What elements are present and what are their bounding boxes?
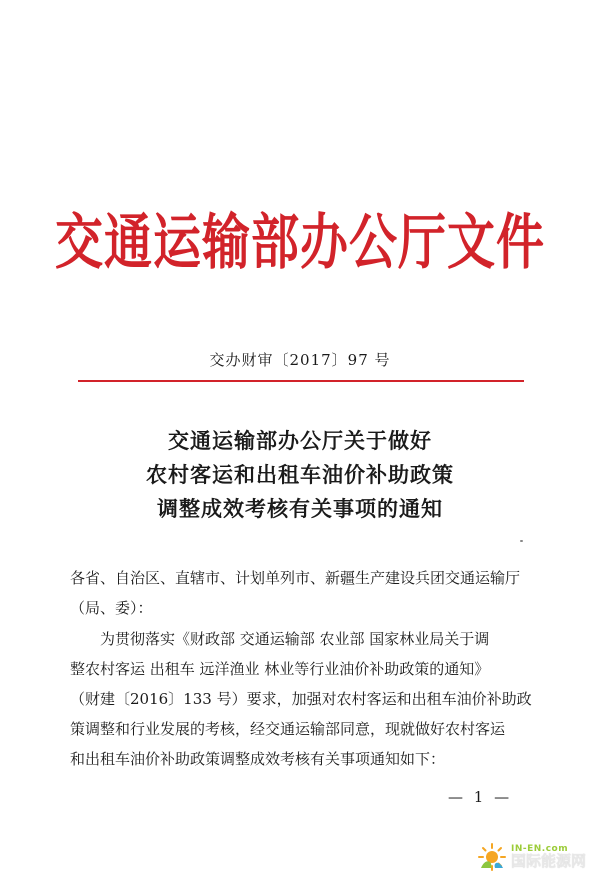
sun-leaf-logo-icon xyxy=(477,842,507,872)
body-line-3: （财建〔2016〕133 号）要求，加强对农村客运和出租车油价补助政 xyxy=(70,690,532,708)
watermark-cn: 国际能源网 xyxy=(510,852,586,870)
subject-line-3: 调整成效考核有关事项的通知 xyxy=(157,496,443,521)
body-line-4: 策调整和行业发展的考核，经交通运输部同意，现就做好农村客运 xyxy=(70,720,506,738)
addressee-line-2: （局、委）： xyxy=(70,599,153,617)
page-number: — 1 — xyxy=(448,788,513,806)
body-paragraph xyxy=(70,624,550,774)
notice-subject xyxy=(0,424,600,526)
document-header-title: 交通运输部办公厅文件 xyxy=(54,208,545,278)
red-divider-line xyxy=(78,380,524,382)
subject-line-2: 农村客运和出租车油价补助政策 xyxy=(146,462,454,487)
watermark-en: IN-EN.com xyxy=(510,844,569,854)
body-line-1: 为贯彻落实《财政部 交通运输部 农业部 国家林业局关于调 xyxy=(100,630,490,648)
body-line-2: 整农村客运 出租车 远洋渔业 林业等行业油价补助政策的通知》 xyxy=(70,660,490,678)
document-number: 交办财审〔2017〕97 号 xyxy=(209,351,391,369)
addressee-line-1: 各省、自治区、直辖市、计划单列市、新疆生产建设兵团交通运输厅 xyxy=(70,569,521,587)
body-line-5: 和出租车油价补助政策调整成效考核有关事项通知如下： xyxy=(70,750,446,768)
addressee xyxy=(70,563,550,623)
site-watermark xyxy=(477,842,586,872)
watermark-text xyxy=(511,845,586,869)
subject-line-1: 交通运输部办公厅关于做好 xyxy=(168,428,432,453)
scan-speck xyxy=(520,540,523,542)
